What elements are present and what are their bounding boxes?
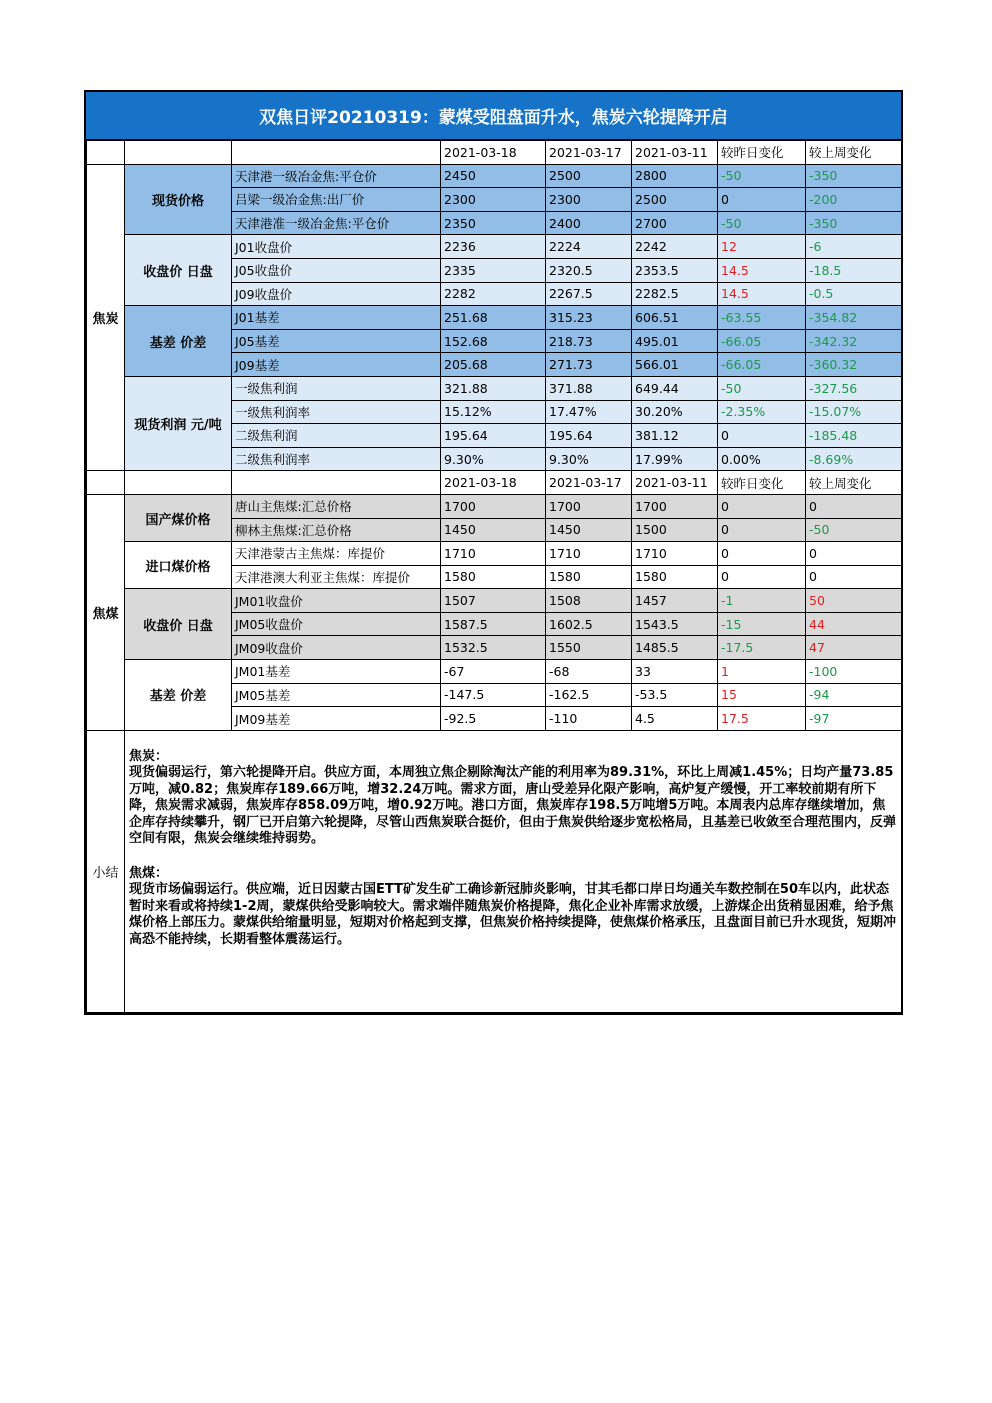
row-label: JM05基差 (232, 683, 441, 707)
column-header: 2021-03-11 (632, 141, 718, 165)
blank-cell (232, 141, 441, 165)
blank-cell (87, 141, 125, 165)
value-cell: 371.88 (546, 376, 632, 400)
daily-change: 15 (718, 683, 806, 707)
value-cell: -68 (546, 660, 632, 684)
value-cell: 2400 (546, 211, 632, 235)
value-cell: 315.23 (546, 306, 632, 330)
value-cell: 1580 (632, 565, 718, 589)
value-cell: 271.73 (546, 353, 632, 377)
value-cell: 1507 (441, 589, 546, 613)
weekly-change: 50 (806, 589, 902, 613)
category-label: 基差 价差 (125, 306, 232, 377)
daily-change: -1 (718, 589, 806, 613)
value-cell: 2224 (546, 235, 632, 259)
weekly-change: 0 (806, 565, 902, 589)
daily-change: 0 (718, 424, 806, 448)
weekly-change: -94 (806, 683, 902, 707)
row-label: 天津港蒙古主焦煤：库提价 (232, 542, 441, 566)
value-cell: 1587.5 (441, 612, 546, 636)
daily-change: 0 (718, 518, 806, 542)
table-row (87, 660, 902, 684)
blank-cell (125, 141, 232, 165)
column-header: 2021-03-11 (632, 471, 718, 495)
weekly-change: -97 (806, 707, 902, 731)
value-cell: 1700 (546, 494, 632, 518)
column-header: 较上周变化 (806, 141, 902, 165)
row-label: 天津港澳大利亚主焦煤：库提价 (232, 565, 441, 589)
daily-change: 0 (718, 188, 806, 212)
blank-cell (232, 471, 441, 495)
row-label: 天津港准一级冶金焦:平仓价 (232, 211, 441, 235)
value-cell: 195.64 (546, 424, 632, 448)
value-cell: 2450 (441, 164, 546, 188)
coke-paragraph: 现货偏弱运行，第六轮提降开启。供应方面，本周独立焦企剔除淘汰产能的利用率为89.31%，环比上周减1.45%；日均产量73.85万吨，减0.82；焦炭库存189.66万吨，增32.24万吨。需求方面，唐山受差异化限产影响，高炉复产缓慢，开工率较前期有所下降，焦炭需求减弱，焦炭库存858.09万吨，增0.92万吨。港口方面，焦炭库存198.5万吨增5万吨。本周表内总库存继续增加，焦企库存持续攀升，钢厂已开启第六轮提降，尽管山西焦炭联合挺价，但由于焦炭供给逐步宽松格局，且基差已收敛至合理范围内，反弹空间有限，焦炭会继续维持弱势。 (129, 765, 897, 847)
header-row (87, 141, 902, 165)
daily-change: 14.5 (718, 282, 806, 306)
header-row (87, 471, 902, 495)
value-cell: -53.5 (632, 683, 718, 707)
daily-change: -50 (718, 376, 806, 400)
table-row (87, 494, 902, 518)
value-cell: 606.51 (632, 306, 718, 330)
table-row (87, 542, 902, 566)
row-label: JM09基差 (232, 707, 441, 731)
summary-text (125, 730, 902, 1012)
column-header: 较昨日变化 (718, 471, 806, 495)
row-label: J09基差 (232, 353, 441, 377)
weekly-change: 47 (806, 636, 902, 660)
row-label: 柳林主焦煤:汇总价格 (232, 518, 441, 542)
blank-cell (125, 471, 232, 495)
daily-change: -66.05 (718, 329, 806, 353)
value-cell: 566.01 (632, 353, 718, 377)
value-cell: 2320.5 (546, 258, 632, 282)
value-cell: 30.20% (632, 400, 718, 424)
column-header: 2021-03-18 (441, 471, 546, 495)
weekly-change: 0 (806, 494, 902, 518)
daily-change: 17.5 (718, 707, 806, 731)
column-header: 2021-03-18 (441, 141, 546, 165)
table-row (87, 306, 902, 330)
value-cell: -67 (441, 660, 546, 684)
row-label: J09收盘价 (232, 282, 441, 306)
weekly-change: -100 (806, 660, 902, 684)
value-cell: 381.12 (632, 424, 718, 448)
report-sheet (84, 90, 903, 1015)
category-label: 收盘价 日盘 (125, 235, 232, 306)
column-header: 2021-03-17 (546, 141, 632, 165)
summary-row (87, 730, 902, 1012)
weekly-change: -185.48 (806, 424, 902, 448)
daily-change: 14.5 (718, 258, 806, 282)
column-header: 较上周变化 (806, 471, 902, 495)
row-label: JM01收盘价 (232, 589, 441, 613)
value-cell: -92.5 (441, 707, 546, 731)
row-label: JM05收盘价 (232, 612, 441, 636)
data-table (86, 140, 902, 1013)
weekly-change: 44 (806, 612, 902, 636)
daily-change: -66.05 (718, 353, 806, 377)
value-cell: 2800 (632, 164, 718, 188)
value-cell: 1700 (441, 494, 546, 518)
category-label: 现货价格 (125, 164, 232, 235)
value-cell: 2282.5 (632, 282, 718, 306)
column-header: 2021-03-17 (546, 471, 632, 495)
report-title: 双焦日评20210319：蒙煤受阻盘面升水，焦炭六轮提降开启 (86, 92, 901, 140)
value-cell: 1450 (546, 518, 632, 542)
category-label: 基差 价差 (125, 660, 232, 731)
row-label: 一级焦利润 (232, 376, 441, 400)
daily-change: 0 (718, 542, 806, 566)
weekly-change: -50 (806, 518, 902, 542)
value-cell: 1543.5 (632, 612, 718, 636)
blank-cell (87, 471, 125, 495)
value-cell: 33 (632, 660, 718, 684)
weekly-change: -327.56 (806, 376, 902, 400)
value-cell: 1457 (632, 589, 718, 613)
row-label: 一级焦利润率 (232, 400, 441, 424)
category-label: 国产煤价格 (125, 494, 232, 541)
value-cell: 1450 (441, 518, 546, 542)
category-label: 收盘价 日盘 (125, 589, 232, 660)
table-row (87, 376, 902, 400)
value-cell: 2500 (546, 164, 632, 188)
value-cell: 321.88 (441, 376, 546, 400)
row-label: 唐山主焦煤:汇总价格 (232, 494, 441, 518)
value-cell: 1602.5 (546, 612, 632, 636)
daily-change: -50 (718, 164, 806, 188)
coke-heading: 焦炭： (129, 748, 169, 764)
column-header: 较昨日变化 (718, 141, 806, 165)
value-cell: -147.5 (441, 683, 546, 707)
group-label: 焦炭 (87, 164, 125, 471)
value-cell: 1550 (546, 636, 632, 660)
row-label: J05基差 (232, 329, 441, 353)
daily-change: -63.55 (718, 306, 806, 330)
daily-change: -50 (718, 211, 806, 235)
value-cell: 2236 (441, 235, 546, 259)
value-cell: 9.30% (546, 447, 632, 471)
coal-paragraph: 现货市场偏弱运行。供应端，近日因蒙古国ETT矿发生矿工确诊新冠肺炎影响，甘其毛都口岸日均通关车数控制在50车以内，此状态暂时来看或将持续1-2周，蒙煤供给受影响较大。需求端伴随焦炭价格提降，焦化企业补库需求放缓，上游煤企出货稍显困难，给予焦煤价格上部压力。蒙煤供给缩量明显，短期对价格起到支撑，但焦炭价格持续提降，使焦煤价格承压，且盘面目前已升水现货，短期冲高恐不能持续，长期看整体震荡运行。 (129, 882, 897, 947)
daily-change: -2.35% (718, 400, 806, 424)
value-cell: 1485.5 (632, 636, 718, 660)
table-row (87, 235, 902, 259)
daily-change: 1 (718, 660, 806, 684)
value-cell: 2242 (632, 235, 718, 259)
value-cell: 2350 (441, 211, 546, 235)
value-cell: 1710 (441, 542, 546, 566)
weekly-change: -0.5 (806, 282, 902, 306)
weekly-change: -350 (806, 164, 902, 188)
value-cell: 495.01 (632, 329, 718, 353)
value-cell: 15.12% (441, 400, 546, 424)
value-cell: 9.30% (441, 447, 546, 471)
paragraph-gap (129, 848, 897, 866)
row-label: JM09收盘价 (232, 636, 441, 660)
daily-change: 0 (718, 565, 806, 589)
daily-change: 0.00% (718, 447, 806, 471)
value-cell: 1710 (546, 542, 632, 566)
weekly-change: -6 (806, 235, 902, 259)
value-cell: -162.5 (546, 683, 632, 707)
weekly-change: 0 (806, 542, 902, 566)
category-label: 现货利润 元/吨 (125, 376, 232, 470)
coal-heading: 焦煤： (129, 865, 169, 881)
value-cell: 2282 (441, 282, 546, 306)
value-cell: 2335 (441, 258, 546, 282)
value-cell: 195.64 (441, 424, 546, 448)
value-cell: 2300 (441, 188, 546, 212)
value-cell: 1532.5 (441, 636, 546, 660)
daily-change: 12 (718, 235, 806, 259)
category-label: 进口煤价格 (125, 542, 232, 589)
value-cell: 1500 (632, 518, 718, 542)
daily-change: 0 (718, 494, 806, 518)
weekly-change: -360.32 (806, 353, 902, 377)
row-label: JM01基差 (232, 660, 441, 684)
weekly-change: -350 (806, 211, 902, 235)
value-cell: 1700 (632, 494, 718, 518)
value-cell: 649.44 (632, 376, 718, 400)
summary-label: 小结 (87, 730, 125, 1012)
value-cell: 2267.5 (546, 282, 632, 306)
value-cell: 17.99% (632, 447, 718, 471)
value-cell: 17.47% (546, 400, 632, 424)
weekly-change: -8.69% (806, 447, 902, 471)
value-cell: 1710 (632, 542, 718, 566)
value-cell: 2300 (546, 188, 632, 212)
row-label: J05收盘价 (232, 258, 441, 282)
weekly-change: -18.5 (806, 258, 902, 282)
value-cell: 4.5 (632, 707, 718, 731)
value-cell: -110 (546, 707, 632, 731)
value-cell: 2500 (632, 188, 718, 212)
row-label: 吕梁一级冶金焦:出厂价 (232, 188, 441, 212)
row-label: 二级焦利润 (232, 424, 441, 448)
value-cell: 1508 (546, 589, 632, 613)
row-label: J01收盘价 (232, 235, 441, 259)
value-cell: 2700 (632, 211, 718, 235)
value-cell: 1580 (441, 565, 546, 589)
value-cell: 152.68 (441, 329, 546, 353)
daily-change: -15 (718, 612, 806, 636)
weekly-change: -342.32 (806, 329, 902, 353)
value-cell: 218.73 (546, 329, 632, 353)
value-cell: 251.68 (441, 306, 546, 330)
table-row (87, 589, 902, 613)
daily-change: -17.5 (718, 636, 806, 660)
weekly-change: -15.07% (806, 400, 902, 424)
value-cell: 205.68 (441, 353, 546, 377)
row-label: 二级焦利润率 (232, 447, 441, 471)
value-cell: 2353.5 (632, 258, 718, 282)
weekly-change: -354.82 (806, 306, 902, 330)
row-label: J01基差 (232, 306, 441, 330)
table-row (87, 164, 902, 188)
value-cell: 1580 (546, 565, 632, 589)
row-label: 天津港一级冶金焦:平仓价 (232, 164, 441, 188)
weekly-change: -200 (806, 188, 902, 212)
group-label: 焦煤 (87, 494, 125, 730)
